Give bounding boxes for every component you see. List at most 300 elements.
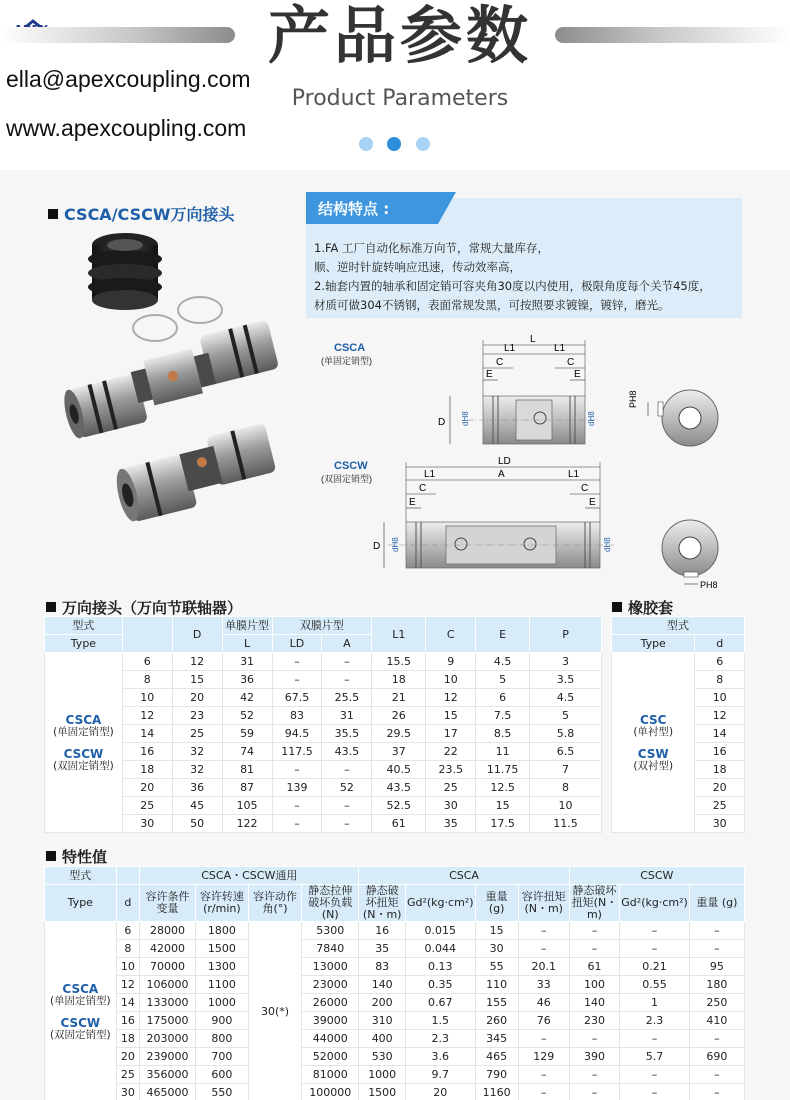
table-cell: 28000: [140, 922, 196, 940]
square-bullet-icon: [612, 602, 622, 612]
col-A: A: [322, 635, 372, 653]
table-cell: 800: [195, 1030, 248, 1048]
table-cell: 1000: [359, 1066, 406, 1084]
table-cell: 13000: [302, 958, 359, 976]
col-C: C: [426, 617, 476, 653]
table-cell: 87: [222, 779, 272, 797]
csca-sub-label: (单固定销型): [321, 356, 372, 366]
type-sub: (单固定销型): [49, 994, 111, 1007]
carousel-dot-active[interactable]: [387, 137, 401, 151]
dim-C: C: [496, 357, 504, 368]
table-cell: 0.67: [405, 994, 475, 1012]
table-cell: 6: [695, 653, 745, 671]
table-row: [45, 779, 602, 797]
table-cell: 44000: [302, 1030, 359, 1048]
table-cell: 0.55: [620, 976, 690, 994]
table-cell: 25: [172, 725, 222, 743]
table-cell: 530: [359, 1048, 406, 1066]
table-cell: 106000: [140, 976, 196, 994]
table-cell: 8: [530, 779, 602, 797]
table-cell: 31: [322, 707, 372, 725]
type-name: CSC: [639, 712, 667, 727]
table-cell: 10: [695, 689, 745, 707]
table-cell: 8.5: [476, 725, 530, 743]
table-cell: 22: [426, 743, 476, 761]
table-cell: 15.5: [372, 653, 426, 671]
table-cell: 260: [475, 1012, 518, 1030]
table-cell: 95: [689, 958, 744, 976]
table-cell: 175000: [140, 1012, 196, 1030]
table-cell: 900: [195, 1012, 248, 1030]
table-cell: 17.5: [476, 815, 530, 833]
table-cell: 1300: [195, 958, 248, 976]
table-cell: 550: [195, 1084, 248, 1100]
type-name: CSCW: [63, 746, 104, 761]
table-cell: 200: [359, 994, 406, 1012]
table-cell: –: [272, 797, 322, 815]
table-cell: 1160: [475, 1084, 518, 1100]
table-cell: 25: [122, 797, 172, 815]
table-cell: 20.1: [518, 958, 569, 976]
type-sub: (双固定销型): [53, 759, 114, 772]
type-sub: (单固定销型): [53, 725, 114, 738]
table-cell: 356000: [140, 1066, 196, 1084]
table-cell: 30: [475, 940, 518, 958]
product-title: [48, 202, 235, 225]
table-cell: 7: [530, 761, 602, 779]
col-cscw-static-torque: 静态破坏扭矩(N・m): [569, 885, 620, 922]
table-cell: 5.7: [620, 1048, 690, 1066]
table-cell: 7.5: [476, 707, 530, 725]
table-row: [45, 761, 602, 779]
col-D: D: [172, 617, 222, 653]
table-cell: 42: [222, 689, 272, 707]
table-cell: 37: [372, 743, 426, 761]
table-cell: 5300: [302, 922, 359, 940]
table-row: [45, 976, 745, 994]
table-row: [45, 922, 745, 940]
table-cell: –: [689, 1030, 744, 1048]
table-cell: –: [518, 940, 569, 958]
table-row: [45, 671, 602, 689]
dim-L1: L1: [504, 343, 516, 354]
table-cell: 790: [475, 1066, 518, 1084]
col-cscw-weight: 重量 (g): [689, 885, 744, 922]
table-row: [45, 689, 602, 707]
col-variable: 容许条件变量: [140, 885, 196, 922]
type-cell: [45, 653, 123, 833]
table-cell: 117.5: [272, 743, 322, 761]
header-bar-left: [0, 27, 235, 43]
col-LD: LD: [272, 635, 322, 653]
table-cell: –: [272, 653, 322, 671]
table-row: [45, 815, 602, 833]
table-row: [45, 1012, 745, 1030]
dim-dH8: dH8: [603, 537, 612, 552]
col-angle: 容许动作角(°): [249, 885, 302, 922]
table-cell: 25: [426, 779, 476, 797]
table-cell: 4.5: [476, 653, 530, 671]
table-cell: 12.5: [476, 779, 530, 797]
type-sub: (双衬型): [633, 759, 674, 772]
dim-D: D: [438, 417, 446, 428]
product-photo: [50, 225, 300, 535]
table-cell: 4.5: [530, 689, 602, 707]
table-cell: –: [272, 671, 322, 689]
table-cell: 690: [689, 1048, 744, 1066]
characteristics-table: [44, 866, 745, 1100]
table-cell: 52: [322, 779, 372, 797]
table-cell: 42000: [140, 940, 196, 958]
dim-L1: L1: [554, 343, 566, 354]
table-cell: 52: [222, 707, 272, 725]
page-subtitle: Product Parameters: [291, 86, 509, 111]
table1-title: [46, 597, 242, 618]
table-cell: 9: [426, 653, 476, 671]
table-cell: 32: [172, 743, 222, 761]
table-cell: 59: [222, 725, 272, 743]
type-cell: [45, 922, 117, 1100]
table-cell: 12: [172, 653, 222, 671]
table-cell: 14: [116, 994, 140, 1012]
csca-joint-icon: [110, 423, 280, 525]
cscw-label: CSCW: [334, 460, 368, 472]
table-cell: 5: [476, 671, 530, 689]
angle-cell: 30(*): [249, 922, 302, 1100]
type-sub: (双固定销型): [49, 1028, 111, 1041]
table-cell: 10: [530, 797, 602, 815]
table-cell: 16: [116, 1012, 140, 1030]
col-type: Type: [612, 635, 695, 653]
product-title-text: CSCA/CSCW万向接头: [64, 205, 235, 224]
table1-title-text: 万向接头（万向节联轴器）: [62, 599, 243, 617]
table-cell: –: [689, 1066, 744, 1084]
col-speed: 容许转速(r/min): [195, 885, 248, 922]
contact-email[interactable]: ella@apexcoupling.com: [6, 66, 251, 92]
table-cell: 5: [530, 707, 602, 725]
table-cell: 25.5: [322, 689, 372, 707]
table-cell: 465: [475, 1048, 518, 1066]
col-P: P: [530, 617, 602, 653]
table-cell: 140: [359, 976, 406, 994]
table-cell: 6: [476, 689, 530, 707]
table-cell: 129: [518, 1048, 569, 1066]
table-cell: 6: [116, 922, 140, 940]
table-cell: 5.8: [530, 725, 602, 743]
col-cscw-gd2: Gd²(kg·cm²): [620, 885, 690, 922]
table-cell: 11: [476, 743, 530, 761]
table-row: [45, 743, 602, 761]
dim-E: E: [486, 369, 493, 380]
dim-dH8: dH8: [461, 411, 470, 426]
table-cell: 155: [475, 994, 518, 1012]
table-cell: –: [620, 1084, 690, 1100]
table-cell: 17: [426, 725, 476, 743]
table-cell: 100000: [302, 1084, 359, 1100]
table-row: [45, 797, 602, 815]
contact-website[interactable]: www.apexcoupling.com: [6, 115, 247, 141]
table-cell: –: [689, 1084, 744, 1100]
dim-PH8: PH8: [628, 390, 638, 408]
table-cell: 36: [222, 671, 272, 689]
table-cell: 3.6: [405, 1048, 475, 1066]
table-row: [45, 958, 745, 976]
dim-C: C: [419, 483, 427, 494]
table-cell: 18: [695, 761, 745, 779]
carousel-dots: [357, 137, 437, 153]
type-name: CSCW: [60, 1015, 101, 1030]
table-row: [45, 940, 745, 958]
carousel-dot[interactable]: [416, 137, 430, 151]
table-cell: 46: [518, 994, 569, 1012]
table-cell: 40.5: [372, 761, 426, 779]
table-cell: –: [322, 653, 372, 671]
col-d: d: [116, 885, 140, 922]
col-common: CSCA・CSCW通用: [140, 867, 359, 885]
table3-title-text: 特性值: [62, 848, 108, 866]
table-cell: 26: [372, 707, 426, 725]
table3-title: [46, 846, 107, 867]
table-cell: 1500: [359, 1084, 406, 1100]
table-cell: –: [689, 940, 744, 958]
table-row: [45, 725, 602, 743]
col-csca: CSCA: [359, 867, 569, 885]
table-cell: –: [322, 797, 372, 815]
table-cell: 10: [116, 958, 140, 976]
dim-C: C: [581, 483, 589, 494]
table-cell: 133000: [140, 994, 196, 1012]
col-L: L: [222, 635, 272, 653]
table2-title-text: 橡胶套: [628, 599, 674, 617]
table-cell: 74: [222, 743, 272, 761]
table-cell: –: [620, 940, 690, 958]
feature-line: 1.FA 工厂自动化标准万向节，常规大量库存，: [314, 241, 550, 255]
table-cell: 16: [695, 743, 745, 761]
table-cell: 600: [195, 1066, 248, 1084]
table-cell: –: [322, 815, 372, 833]
table-cell: 16: [359, 922, 406, 940]
type-name: CSW: [637, 746, 669, 761]
table-cell: 11.75: [476, 761, 530, 779]
table-cell: 11.5: [530, 815, 602, 833]
table-cell: 52.5: [372, 797, 426, 815]
table-cell: 410: [689, 1012, 744, 1030]
table-cell: 110: [475, 976, 518, 994]
features-title: 结构特点 :: [318, 200, 390, 218]
table-cell: 25: [116, 1066, 140, 1084]
table-cell: 0.35: [405, 976, 475, 994]
table-cell: –: [272, 761, 322, 779]
col-model: 型式: [45, 867, 117, 885]
dim-A: A: [498, 469, 505, 480]
table-cell: 6.5: [530, 743, 602, 761]
dim-D: D: [373, 541, 381, 552]
table-cell: 30: [116, 1084, 140, 1100]
feature-line: 2.轴套内置的轴承和固定销可容夹角30度以内使用，极限角度每个关节45度，: [314, 279, 711, 293]
table-cell: 345: [475, 1030, 518, 1048]
table-cell: 9.7: [405, 1066, 475, 1084]
table-cell: 83: [359, 958, 406, 976]
table-cell: 0.044: [405, 940, 475, 958]
table-row: [45, 1084, 745, 1100]
table-row: [45, 1066, 745, 1084]
table-cell: –: [518, 1066, 569, 1084]
table-cell: 15: [172, 671, 222, 689]
col-double: 双膜片型: [272, 617, 372, 635]
table-cell: 18: [116, 1030, 140, 1048]
table-row: [45, 653, 602, 671]
table-cell: 100: [569, 976, 620, 994]
table-cell: –: [620, 1066, 690, 1084]
technical-drawing: [318, 330, 748, 595]
table-cell: 1100: [195, 976, 248, 994]
col-tensile: 静态拉伸破坏负载(N): [302, 885, 359, 922]
table-cell: 30: [426, 797, 476, 815]
table-cell: 1.5: [405, 1012, 475, 1030]
table-cell: 14: [122, 725, 172, 743]
cscw-sub-label: (双固定销型): [321, 474, 372, 484]
dim-dH8: dH8: [587, 411, 596, 426]
table-cell: 2.3: [405, 1030, 475, 1048]
col-model: 型式: [45, 617, 123, 635]
table-cell: 20: [695, 779, 745, 797]
ring-icon: [133, 315, 177, 341]
table-cell: –: [569, 940, 620, 958]
table-cell: 1500: [195, 940, 248, 958]
table-row: [45, 1048, 745, 1066]
table-cell: 140: [569, 994, 620, 1012]
table-cell: 8: [122, 671, 172, 689]
table-row: [612, 653, 745, 671]
col-csca-gd2: Gd²(kg·cm²): [405, 885, 475, 922]
table-cell: –: [569, 1066, 620, 1084]
dim-C: C: [567, 357, 575, 368]
table-cell: 16: [122, 743, 172, 761]
table-cell: 390: [569, 1048, 620, 1066]
col-L1: L1: [372, 617, 426, 653]
square-bullet-icon: [46, 851, 56, 861]
col-csca-weight: 重量 (g): [475, 885, 518, 922]
dim-PH8: PH8: [700, 580, 718, 590]
table-cell: 61: [569, 958, 620, 976]
table-cell: 31: [222, 653, 272, 671]
col-allow-torque: 容许扭矩(N・m): [518, 885, 569, 922]
table-cell: 43.5: [372, 779, 426, 797]
table-cell: –: [569, 1084, 620, 1100]
page-header: [0, 0, 790, 160]
table-row: [45, 707, 602, 725]
dim-E: E: [409, 497, 416, 508]
table-cell: 10: [122, 689, 172, 707]
table-cell: 30: [122, 815, 172, 833]
table-cell: 8: [695, 671, 745, 689]
table-cell: –: [689, 922, 744, 940]
table-cell: 81: [222, 761, 272, 779]
table-cell: 12: [695, 707, 745, 725]
page-title: 产品参数: [267, 0, 532, 72]
table-row: [45, 1030, 745, 1048]
table-cell: 3.5: [530, 671, 602, 689]
table-cell: 81000: [302, 1066, 359, 1084]
table-cell: 20: [172, 689, 222, 707]
table-cell: 0.015: [405, 922, 475, 940]
table-cell: 15: [426, 707, 476, 725]
feature-line: 材质可做304不锈钢，表面常规发黑，可按照要求镀镍，镀锌，磨光。: [314, 298, 670, 312]
dim-E: E: [574, 369, 581, 380]
col-csca-static-torque: 静态破坏扭矩(N・m): [359, 885, 406, 922]
table-cell: 20: [116, 1048, 140, 1066]
csca-label: CSCA: [334, 342, 366, 354]
table-cell: 203000: [140, 1030, 196, 1048]
table-cell: –: [518, 1084, 569, 1100]
table-cell: 8: [116, 940, 140, 958]
table-cell: –: [620, 1030, 690, 1048]
table-cell: 1: [620, 994, 690, 1012]
table-cell: 20: [405, 1084, 475, 1100]
table-cell: 230: [569, 1012, 620, 1030]
table-cell: 14: [695, 725, 745, 743]
table-cell: 0.13: [405, 958, 475, 976]
col-d-empty: [116, 867, 140, 885]
table-cell: 12: [116, 976, 140, 994]
dim-dH8: dH8: [391, 537, 400, 552]
table-cell: 35.5: [322, 725, 372, 743]
table-cell: 310: [359, 1012, 406, 1030]
table-cell: 33: [518, 976, 569, 994]
col-model: 型式: [612, 617, 745, 635]
table-cell: 76: [518, 1012, 569, 1030]
table-cell: 23000: [302, 976, 359, 994]
table-cell: 10: [426, 671, 476, 689]
dim-L1: L1: [424, 469, 436, 480]
type-name: CSCA: [62, 981, 99, 996]
dim-LD: LD: [498, 456, 511, 467]
table-cell: 52000: [302, 1048, 359, 1066]
table-cell: 23.5: [426, 761, 476, 779]
table-cell: –: [272, 815, 322, 833]
table-cell: 50: [172, 815, 222, 833]
table-cell: 29.5: [372, 725, 426, 743]
table-cell: 12: [122, 707, 172, 725]
table-cell: 35: [426, 815, 476, 833]
table-cell: 1800: [195, 922, 248, 940]
table-cell: 43.5: [322, 743, 372, 761]
table-row: [45, 994, 745, 1012]
table-cell: –: [569, 1030, 620, 1048]
table-cell: 15: [475, 922, 518, 940]
col-single: 单膜片型: [222, 617, 272, 635]
table-cell: 70000: [140, 958, 196, 976]
table-cell: 239000: [140, 1048, 196, 1066]
carousel-dot[interactable]: [359, 137, 373, 151]
type-name: CSCA: [65, 712, 102, 727]
square-bullet-icon: [48, 209, 58, 219]
table-cell: –: [322, 671, 372, 689]
table-cell: 21: [372, 689, 426, 707]
table-cell: 45: [172, 797, 222, 815]
table-cell: –: [620, 922, 690, 940]
table-cell: 36: [172, 779, 222, 797]
table-cell: 26000: [302, 994, 359, 1012]
table-cell: 18: [372, 671, 426, 689]
dim-L: L: [530, 334, 536, 345]
col-type: Type: [45, 635, 123, 653]
table-cell: 105: [222, 797, 272, 815]
col-cscw: CSCW: [569, 867, 744, 885]
square-bullet-icon: [46, 602, 56, 612]
col-d-empty: [122, 617, 172, 653]
col-d: d: [695, 635, 745, 653]
